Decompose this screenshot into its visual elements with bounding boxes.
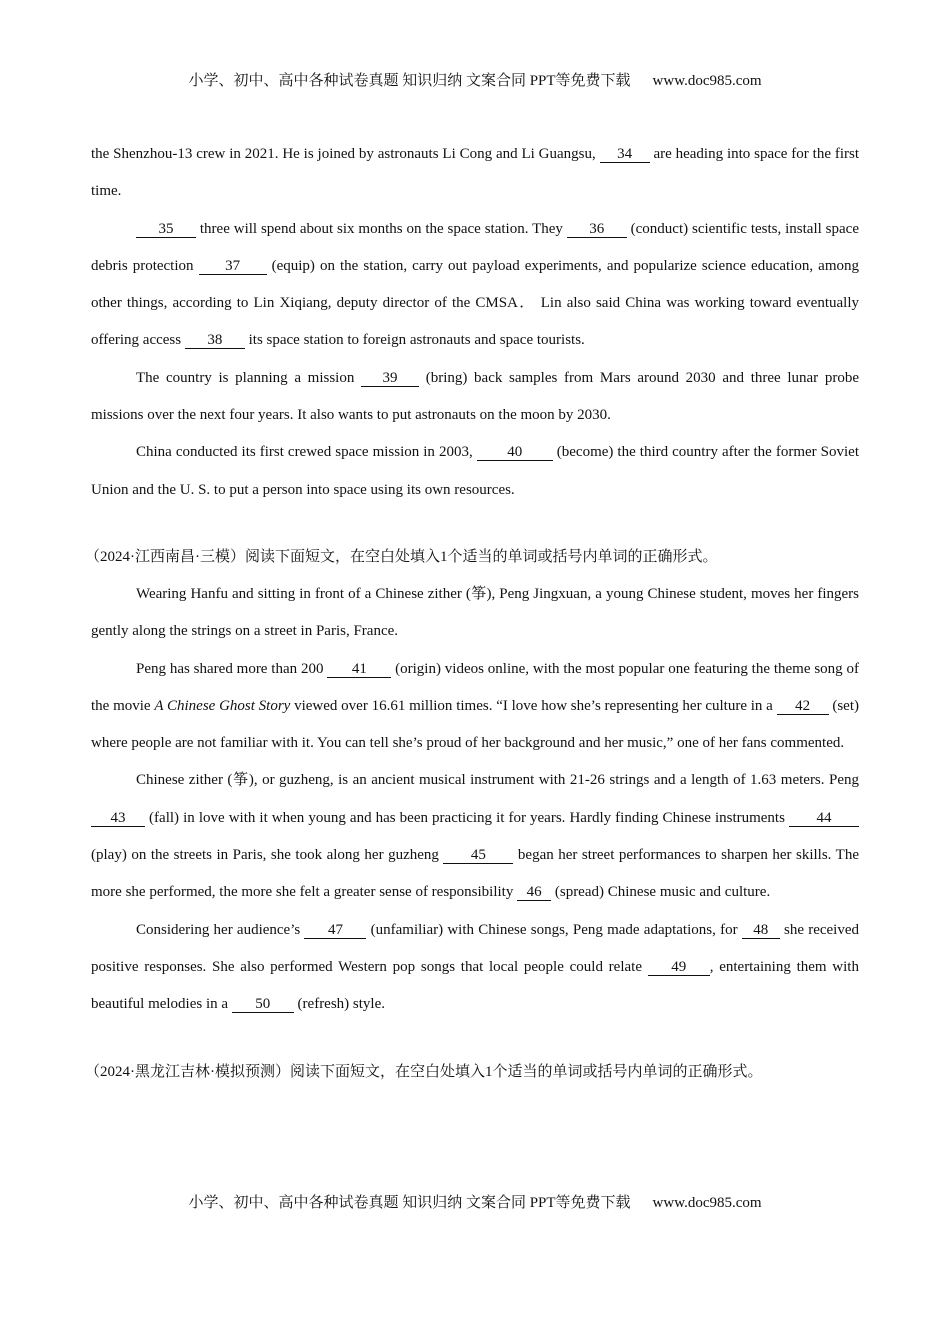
movie-title: A Chinese Ghost Story: [154, 697, 291, 714]
blank-45[interactable]: 45: [443, 848, 513, 864]
passage1-paragraph-1: the Shenzhou-13 crew in 2021. He is joined by astronauts Li Cong and Li Guangsu, 34 are heading into space for the first time.: [91, 146, 860, 200]
blank-42[interactable]: 42: [777, 699, 829, 715]
passage1-paragraph-4: China conducted its first crewed space mission in 2003, 40 (become) the third country after the former Soviet Union and the U. S. to put a person into space using its own resources.: [91, 444, 859, 498]
passage2-source: （2024·江西南昌·三模）阅读下面短文，在空白处填入1个适当的单词或括号内单词的正确形式。: [85, 548, 718, 565]
blank-38[interactable]: 38: [185, 333, 245, 349]
blank-41[interactable]: 41: [327, 662, 391, 678]
blank-36[interactable]: 36: [567, 222, 627, 238]
blank-46[interactable]: 46: [517, 885, 551, 901]
blank-43[interactable]: 43: [91, 811, 145, 827]
passage3-source: （2024·黑龙江吉林·模拟预测）阅读下面短文，在空白处填入1个适当的单词或括号内单词的正确形式。: [85, 1063, 763, 1080]
footer-url[interactable]: www.doc985.com: [652, 1195, 762, 1211]
document-body: [85, 136, 860, 1091]
header-url[interactable]: www.doc985.com: [652, 73, 762, 89]
passage1-paragraph-3: The country is planning a mission 39 (bring) back samples from Mars around 2030 and three lunar probe missions over the next four years. It also wants to put astronauts on the moon by 2030.: [91, 369, 859, 424]
blank-39[interactable]: 39: [361, 371, 419, 387]
blank-48[interactable]: 48: [742, 923, 780, 939]
passage2-paragraph-2: Peng has shared more than 200 41 (origin) videos online, with the most popular one featuring the theme song of the movie A Chinese Ghost Story viewed over 16.61 million times. “I love how she’s representing her culture in a 42 (set) where people are not familiar with it. You can tell she’s proud of her background and her music,” one of her fans commented.: [91, 660, 860, 752]
passage2-paragraph-4: Considering her audience’s 47 (unfamiliar) with Chinese songs, Peng made adaptations, for 48 she received positive responses. She also performed Western pop songs that local people could relate 49 , entertaining them with beautiful melodies in a 50 (refresh) style.: [91, 921, 859, 1013]
passage2-paragraph-3: Chinese zither (筝), or guzheng, is an ancient musical instrument with 21-26 strings and a length of 1.63 meters. Peng 43 (fall) in love with it when young and has been practicing it for years. Hardly finding Chinese instruments 44 (play) on the streets in Paris, she took along her guzheng 45 began her street performances to sharpen her skills. The more she performed, the more she felt a greater sense of responsibility 46 (spread) Chinese music and culture.: [91, 772, 859, 901]
blank-34[interactable]: 34: [600, 147, 650, 163]
page-footer: [0, 1191, 950, 1212]
passage2-paragraph-1: Wearing Hanfu and sitting in front of a Chinese zither (筝), Peng Jingxuan, a young Chinese student, moves her fingers gently along the strings on a street in Paris, France.: [91, 585, 859, 640]
header-text: 小学、初中、高中各种试卷真题 知识归纳 文案合同 PPT等免费下载: [188, 73, 631, 89]
blank-44[interactable]: 44: [789, 811, 859, 827]
page-header: [0, 69, 950, 90]
blank-50[interactable]: 50: [232, 997, 294, 1013]
blank-40[interactable]: 40: [477, 445, 553, 461]
passage1-paragraph-2: 35 three will spend about six months on the space station. They 36 (conduct) scientific tests, install space debris protection 37 (equip) on the station, carry out payload experiments, and popularize science education, among other things, according to Lin Xiqiang, deputy director of the CMSA． Lin also said China was working toward eventually offering access 38 its space station to foreign astronauts and space tourists.: [91, 220, 859, 349]
footer-text: 小学、初中、高中各种试卷真题 知识归纳 文案合同 PPT等免费下载: [188, 1195, 631, 1211]
blank-49[interactable]: 49: [648, 960, 710, 976]
blank-37[interactable]: 37: [199, 259, 267, 275]
blank-35[interactable]: 35: [136, 222, 196, 238]
blank-47[interactable]: 47: [304, 923, 366, 939]
